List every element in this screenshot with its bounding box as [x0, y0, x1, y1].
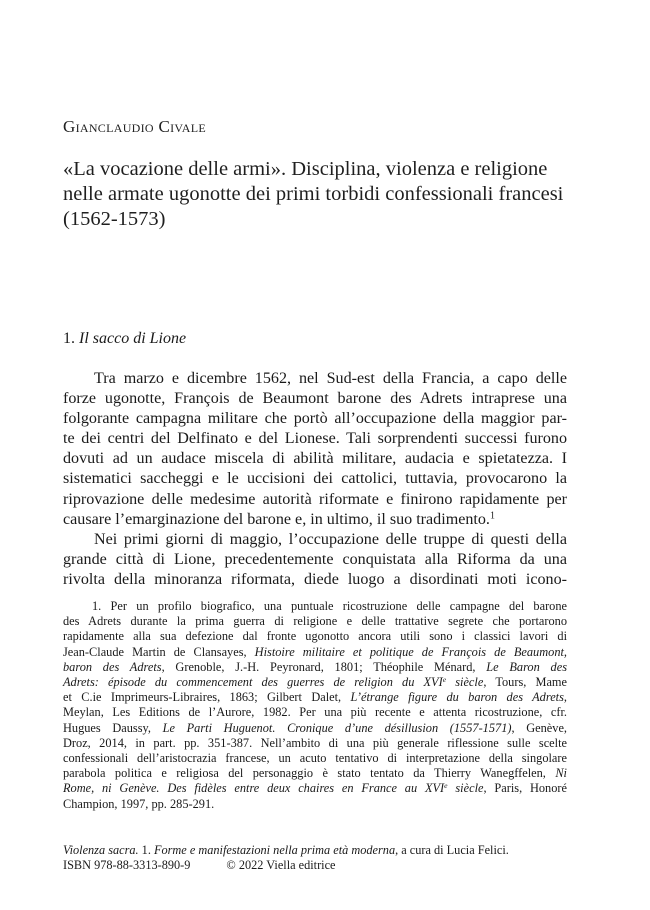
footnote-line: rapidamente alla sua defezione dal fronte ugonotto ancora utili sono i classici lavori di — [63, 629, 567, 644]
footnote-line: Champion, 1997, pp. 285-291. — [63, 796, 215, 811]
body-line: folgorante campagna militare che portò all’occupazione della maggior par- — [63, 410, 567, 428]
page-footer — [63, 843, 567, 874]
series-credit: Violenza sacra. 1. Forme e manifestazioni nella prima età moderna, a cura di Lucia Felici. — [63, 843, 509, 857]
body-line: sistematici saccheggi e le uccisioni dei cattolici, tuttavia, provocarono la — [63, 470, 567, 488]
footnote-block — [63, 599, 567, 812]
footnote-line: 1. Per un profilo biografico, una puntuale ricostruzione delle campagne del barone — [92, 599, 567, 613]
body-line: dovuti ad un audace miscela di abilità militare, audacia e spietatezza. I — [63, 450, 567, 468]
body-line: causare l’emarginazione del barone e, in ultimo, il suo tradimento.$^1$ — [63, 510, 495, 528]
footnote-line: Meylan, Les Editions de l’Aurore, 1982. Per una più recente e attenta ricostruzione, cfr. — [63, 705, 567, 720]
footnote-line: des Adrets durante la prima guerra di religione e delle trattative segrete che portarono — [63, 614, 567, 629]
footnote-line: et C.ie Imprimeurs-Libraires, 1863; Gilbert Dalet, L’étrange figure du baron des Adrets, — [63, 690, 567, 705]
section-heading — [63, 330, 186, 348]
body-line: riprovazione delle medesime autorità riformate e finirono rapidamente per — [63, 490, 567, 508]
footnote-line: parabola politica e religiosa del personaggio è stato tentato da Thierry Wanegffelen, Ni — [63, 766, 567, 781]
isbn: ISBN 978-88-3313-890-9 — [63, 858, 191, 873]
body-text — [63, 369, 567, 590]
chapter-title-line: «La vocazione delle armi». Disciplina, violenza e religione — [63, 158, 548, 180]
chapter-title-line: nelle armate ugonotte dei primi torbidi confessionali francesi — [63, 183, 564, 205]
body-line: rivolta della minoranza riformata, diede luogo a disordinati moti icono- — [63, 570, 567, 588]
publication-info — [63, 858, 567, 873]
body-line: forze ugonotte, François de Beaumont barone des Adrets intraprese una — [63, 390, 567, 408]
footnote-line: Adrets: épisode du commencement des guerres de religion du XVIe siècle, Tours, Mame — [63, 674, 568, 690]
chapter-title — [63, 157, 567, 232]
footnote-reference[interactable]: 1 — [489, 510, 495, 522]
document-page — [63, 0, 567, 910]
footnote-line: confessionali dell’aristocrazia francese, un acuto tentativo di interpretazione della singolare — [63, 751, 567, 766]
footnote-line: Rome, ni Genève. Des fidèles entre deux chaires en France au XVIe siècle, Paris, Honoré — [63, 781, 567, 796]
section-title: Il sacco di Lione — [79, 330, 187, 347]
chapter-title-line: (1562-1573) — [63, 208, 166, 230]
copyright: © 2022 Viella editrice — [226, 858, 336, 873]
body-line: Tra marzo e dicembre 1562, nel Sud-est della Francia, a capo delle — [94, 370, 567, 387]
footnote-line: Hugues Daussy, Le Parti Huguenot. Cronique d’une désillusion (1557-1571), Genève, — [63, 720, 568, 735]
section-number: 1. — [63, 330, 75, 347]
footnote-line: Droz, 2014, in part. pp. 351-387. Nell’ambito di una più generale riflessione sulle scelte — [63, 735, 567, 750]
footnote-line: Jean-Claude Martin de Clansayes, Histoire militaire et politique de François de Beaumont, — [63, 644, 568, 659]
footnote-line: baron des Adrets, Grenoble, J.-H. Peyronard, 1801; Théophile Ménard, Le Baron des — [63, 659, 567, 674]
body-line: Nei primi giorni di maggio, l’occupazione delle truppe di questi della — [94, 530, 567, 548]
body-line: grande città di Lione, precedentemente conquistata alla Riforma da una — [63, 550, 567, 568]
body-line: te dei centri del Delfinato e del Lionese. Tali sorprendenti successi furono — [63, 430, 567, 448]
author-name: Gianclaudio Civale — [63, 117, 207, 136]
